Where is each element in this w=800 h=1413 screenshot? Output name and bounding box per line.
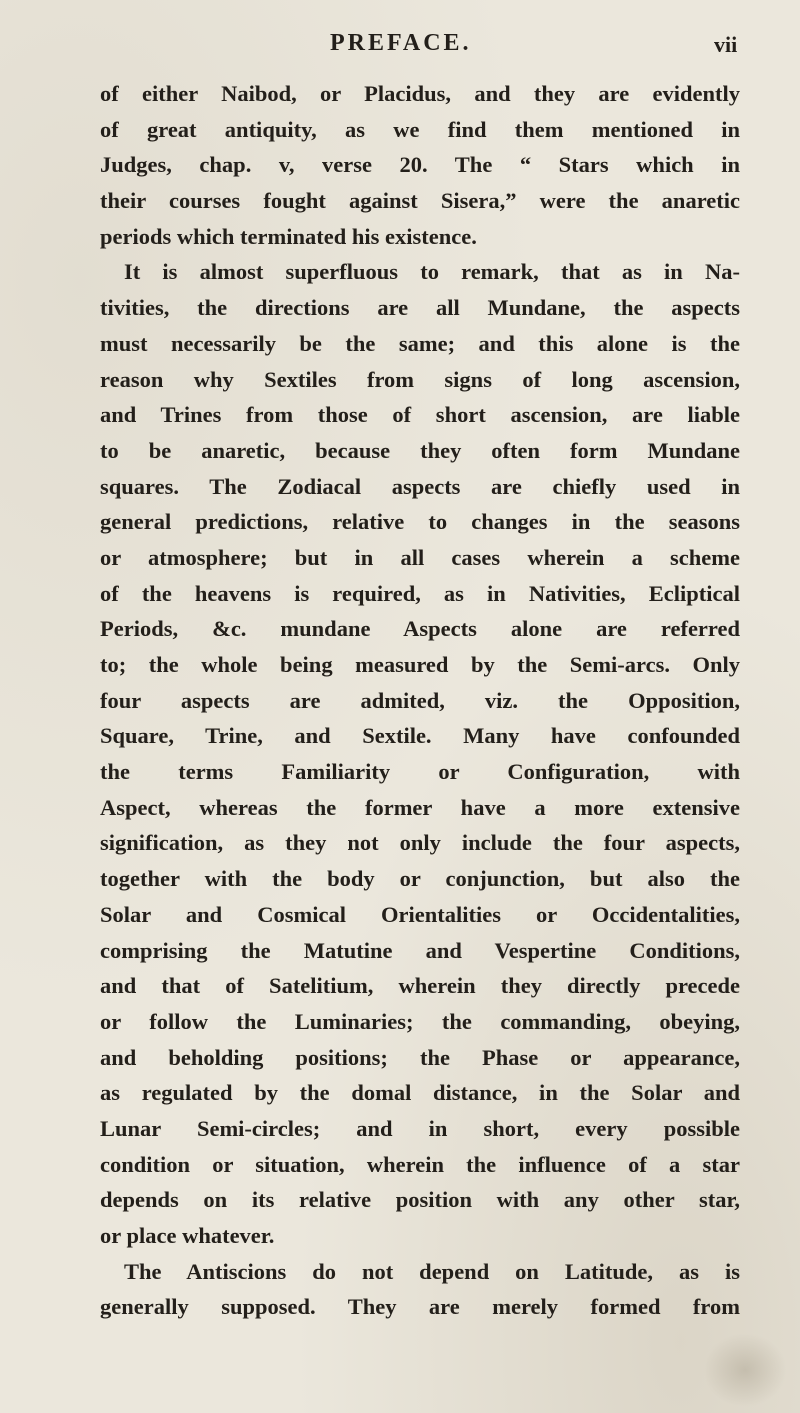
page-header <box>0 22 800 62</box>
running-head: PREFACE. <box>330 30 472 56</box>
paper-stain <box>700 1330 790 1410</box>
text-line: or atmosphere; but in all cases wherein a scheme <box>100 544 740 570</box>
text-line: Solar and Cosmical Orientalities or Occidentalities, <box>100 901 740 927</box>
text-line: general predictions, relative to changes in the seasons <box>100 509 740 535</box>
text-line: signification, as they not only include the four aspects, <box>100 830 740 856</box>
text-line: as regulated by the domal distance, in the Solar and <box>100 1080 740 1106</box>
text-line: generally supposed. They are merely formed from <box>100 1294 740 1320</box>
text-line: Aspect, whereas the former have a more extensive <box>100 794 740 820</box>
text-line: condition or situation, wherein the influence of a star <box>100 1151 740 1177</box>
text-line: reason why Sextiles from signs of long ascension, <box>100 366 740 392</box>
text-line: and Trines from those of short ascension, are liable <box>100 402 740 428</box>
text-line: four aspects are admited, viz. the Opposition, <box>100 687 740 713</box>
text-line: and that of Satelitium, wherein they directly precede <box>100 973 740 999</box>
text-line: of either Naibod, or Placidus, and they are evidently <box>100 81 740 106</box>
text-line: to be anaretic, because they often form Mundane <box>100 437 740 463</box>
text-line: comprising the Matutine and Vespertine Conditions, <box>100 937 740 963</box>
text-line: Square, Trine, and Sextile. Many have confounded <box>100 723 740 749</box>
page-number: vii <box>714 32 738 57</box>
text-line: It is almost superfluous to remark, that as in Na- <box>124 259 740 285</box>
text-line: Judges, chap. v, verse 20. The “ Stars which in <box>100 152 740 178</box>
text-line: or follow the Luminaries; the commanding, obeying, <box>100 1008 740 1034</box>
text-line: the terms Familiarity or Configuration, with <box>100 759 740 785</box>
text-line: squares. The Zodiacal aspects are chiefly used in <box>100 473 740 499</box>
text-line: Lunar Semi-circles; and in short, every possible <box>100 1115 740 1141</box>
text-line: periods which terminated his existence. <box>100 223 477 249</box>
text-line: to; the whole being measured by the Semi-arcs. Only <box>100 652 740 677</box>
text-line: together with the body or conjunction, but also the <box>100 866 740 892</box>
text-line: The Antiscions do not depend on Latitude, as is <box>124 1258 740 1284</box>
text-line: depends on its relative position with any other star, <box>100 1187 740 1213</box>
text-line: and beholding positions; the Phase or appearance, <box>100 1044 740 1070</box>
text-line: must necessarily be the same; and this alone is the <box>100 330 740 356</box>
text-line: of the heavens is required, as in Nativities, Ecliptical <box>100 580 740 606</box>
text-line: Periods, &c. mundane Aspects alone are referred <box>100 616 740 642</box>
text-line: their courses fought against Sisera,” were the anaretic <box>100 188 740 214</box>
text-line: of great antiquity, as we find them mentioned in <box>100 116 740 142</box>
text-line: tivities, the directions are all Mundane, the aspects <box>100 295 740 321</box>
body-text <box>100 76 740 1325</box>
text-line: or place whatever. <box>100 1223 275 1248</box>
